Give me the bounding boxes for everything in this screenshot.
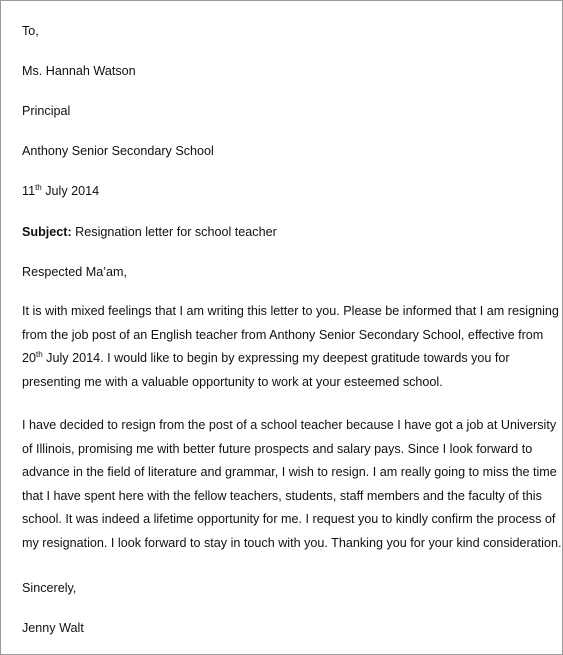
recipient-name: Ms. Hannah Watson [22,64,136,78]
signature-name: Jenny Walt [22,621,84,635]
recipient-title: Principal [22,104,71,118]
date-day: 11 [22,184,36,198]
subject-text: Resignation letter for school teacher [71,225,277,239]
paragraph-1-line-4: presenting me with a valuable opportunity to work at your esteemed school. [22,374,443,389]
salutation-to: To, [22,24,39,38]
recipient-school: Anthony Senior Secondary School [22,144,214,158]
paragraph-1-line-1: It is with mixed feelings that I am writing this letter to you. Please be informed that I am resigning [22,304,559,318]
paragraph-2-line-4: that I have spent here with the fellow teachers, students, staff members and the faculty of this [22,488,542,503]
subject-label: Subject: [22,225,72,239]
date-rest: July 2014 [41,184,100,198]
paragraph-1-line-3-rest: July 2014. I would like to begin by expressing my deepest gratitude towards you for [42,351,510,365]
paragraph-1-line-3 [22,347,550,371]
paragraph-2-line-2: of Illinois, promising me with better future prospects and salary pays. Since I look forward to [22,441,533,456]
paragraph-1-line-2: from the job post of an English teacher from Anthony Senior Secondary School, effective from [22,327,544,342]
letter-date [22,181,99,201]
paragraph-2-line-3: advance in the field of literature and grammar, I wish to resign. I am really going to miss the time [22,465,557,479]
paragraph-2 [22,414,562,555]
paragraph-1-date-day: 20 [22,351,37,365]
paragraph-2-line-6: my resignation. I look forward to stay in touch with you. Thanking you for your kind consideration. [22,535,562,550]
paragraph-2-line-5: school. It was indeed a lifetime opportunity for me. I request you to kindly confirm the process of [22,512,556,526]
subject-line [22,222,277,242]
paragraph-2-line-1: I have decided to resign from the post of a school teacher because I have got a job at University [22,418,557,432]
date-suffix: th [35,183,42,192]
closing: Sincerely, [22,581,77,595]
paragraph-1 [22,300,559,394]
paragraph-1-date-suffix: th [36,350,43,359]
greeting: Respected Ma’am, [22,265,127,279]
